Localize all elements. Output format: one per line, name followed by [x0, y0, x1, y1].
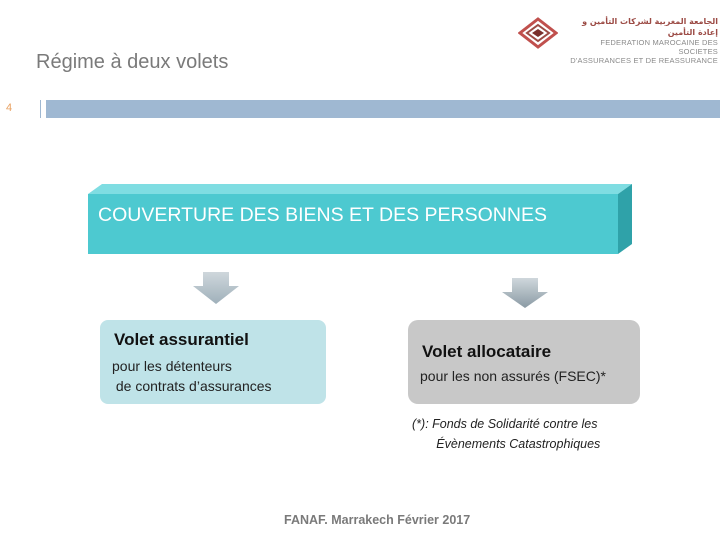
slide-number: 4 [6, 102, 13, 114]
slide-number-box [0, 100, 41, 118]
logo-arabic-name: الجامعة المغربية لشركات التأمين و إعادة التأمين [582, 17, 718, 37]
slide-title: Régime à deux volets [36, 51, 229, 73]
down-arrow-icon [191, 272, 241, 306]
fmsar-logo-icon [518, 17, 558, 49]
main-coverage-box [88, 184, 632, 256]
federation-logo [518, 14, 718, 65]
footer-text: FANAF. Marrakech Février 2017 [284, 513, 471, 527]
insurance-component-text: pour les détenteurs de contrats d’assurances [112, 358, 272, 394]
fsec-footnote: (*): Fonds de Solidarité contre les Évènements Catastrophiques [412, 417, 601, 451]
allowance-component-box [408, 320, 640, 404]
header-bar [46, 100, 720, 118]
allowance-component-title: Volet allocataire [422, 342, 552, 361]
down-arrow-icon [500, 278, 550, 312]
allowance-component-text: pour les non assurés (FSEC)* [420, 368, 606, 384]
main-coverage-label: COUVERTURE DES BIENS ET DES PERSONNES [98, 204, 547, 226]
logo-french-line-2: D'ASSURANCES ET DE REASSURANCE [570, 56, 718, 65]
insurance-component-box [100, 320, 326, 404]
insurance-component-title: Volet assurantiel [114, 330, 249, 349]
logo-french-line-1: FEDERATION MAROCAINE DES SOCIETES [600, 38, 718, 56]
logo-text [562, 16, 718, 65]
